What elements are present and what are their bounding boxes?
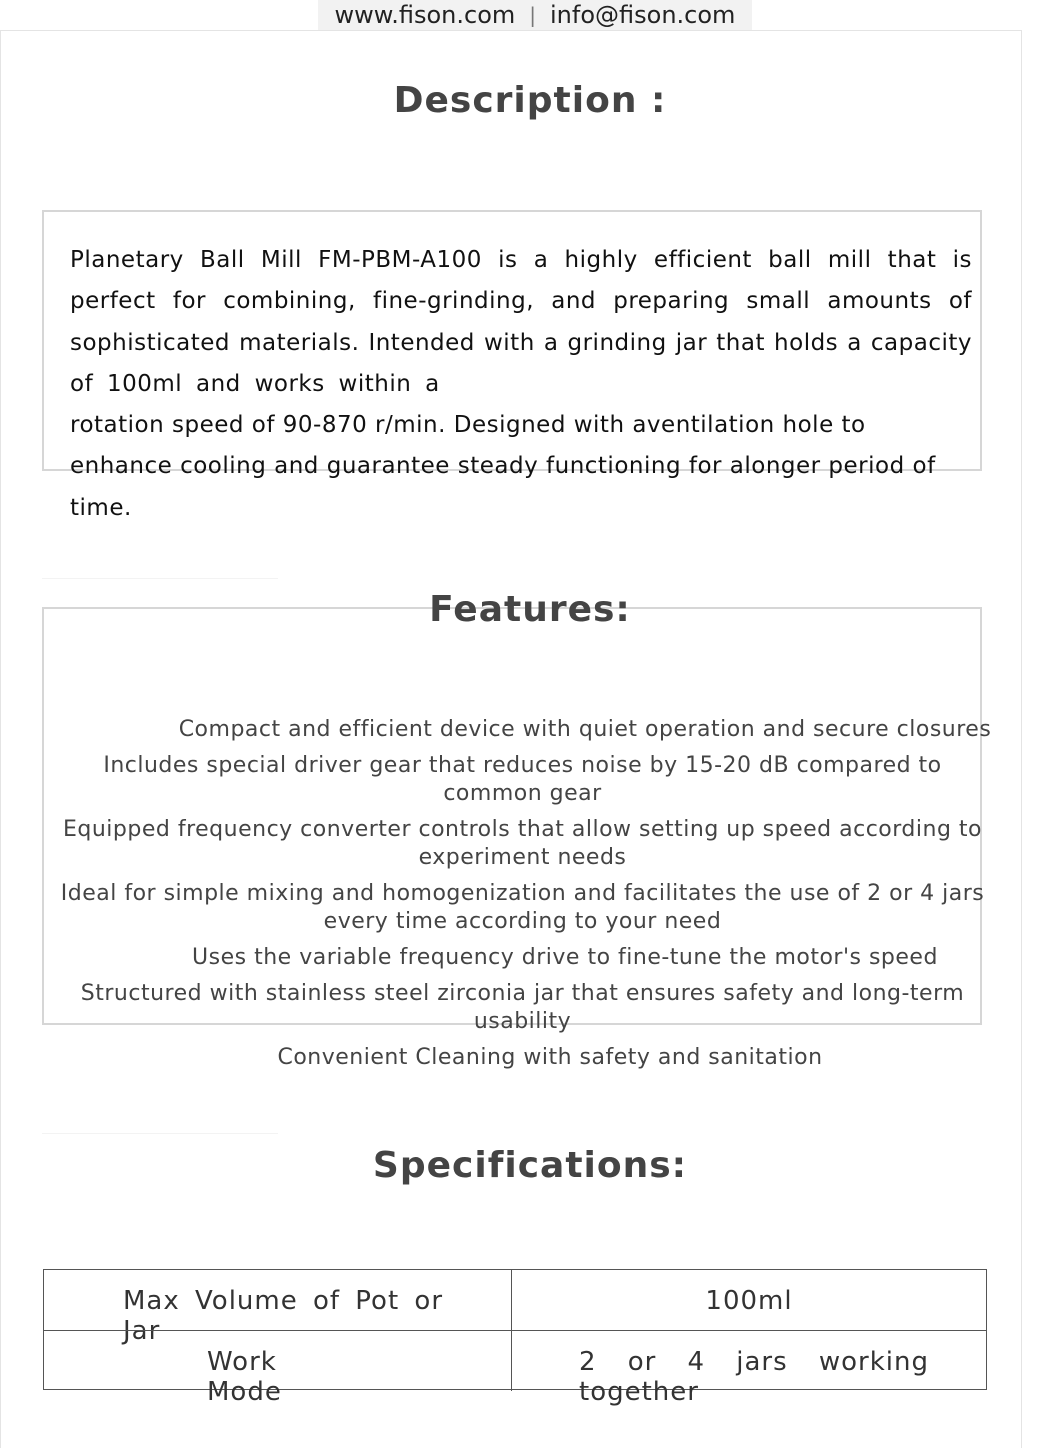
- contact-separator: |: [529, 3, 537, 27]
- features-list: [60, 716, 990, 1080]
- feature-item: Convenient Cleaning with safety and sanitation: [277, 1045, 823, 1070]
- description-heading: Description :: [393, 80, 667, 121]
- feature-item: Compact and efficient device with quiet operation and secure closures: [178, 717, 992, 742]
- specifications-heading: Specifications:: [372, 1145, 688, 1186]
- description-line: enhance cooling and guarantee steady functioning for alonger period of: [70, 453, 936, 480]
- contact-bar: [318, 0, 752, 30]
- email-link[interactable]: info@fison.com: [550, 1, 736, 29]
- description-line: of 100ml and works within a: [70, 370, 440, 397]
- website-link[interactable]: www.fison.com: [334, 1, 516, 29]
- description-paragraph: [70, 240, 972, 529]
- feature-item: Includes special driver gear that reduces noise by 15-20 dB compared to common gear: [103, 753, 942, 806]
- description-line: perfect for combining, fine-grinding, and preparing small amounts of: [70, 288, 972, 315]
- table-row: [44, 1330, 986, 1407]
- spec-label-cell: [44, 1270, 512, 1346]
- specifications-table: [43, 1269, 987, 1407]
- spec-label: Work Mode: [207, 1347, 282, 1407]
- spec-value-cell: [512, 1331, 986, 1407]
- feature-item: Equipped frequency converter controls that allow setting up speed according to experiment needs: [63, 817, 982, 870]
- spec-label-cell: [44, 1331, 512, 1407]
- feature-item: Structured with stainless steel zirconia jar that ensures safety and long-term usability: [80, 981, 965, 1034]
- description-line: Planetary Ball Mill FM-PBM-A100 is a highly efficient ball mill that is: [70, 247, 972, 273]
- divider: [42, 1133, 278, 1134]
- spec-value-cell: [512, 1270, 986, 1330]
- description-line: rotation speed of 90-870 r/min. Designed with aventilation hole to: [70, 412, 866, 439]
- features-heading: Features:: [429, 589, 631, 630]
- spec-value: 2 or 4 jars working together: [579, 1347, 929, 1407]
- divider: [42, 578, 278, 579]
- table-row: [44, 1270, 986, 1346]
- feature-item: Uses the variable frequency drive to fine-tune the motor's speed: [192, 945, 938, 970]
- spec-value: 100ml: [705, 1286, 793, 1316]
- description-line: sophisticated materials. Intended with a grinding jar that holds a capacity: [70, 329, 972, 356]
- spec-label: Max Volume of Pot or Jar: [123, 1286, 444, 1346]
- feature-item: Ideal for simple mixing and homogenization and facilitates the use of 2 or 4 jars every time according to your need: [60, 881, 985, 934]
- description-line: time.: [70, 494, 132, 521]
